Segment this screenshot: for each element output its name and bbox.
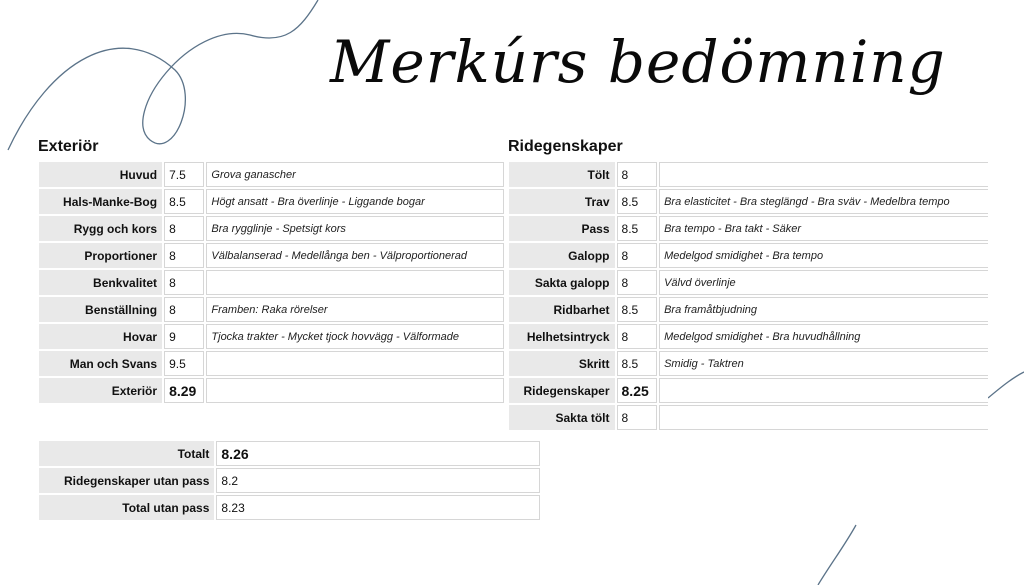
table-row — [39, 468, 540, 493]
table-row — [39, 324, 504, 349]
row-value: 8 — [617, 243, 658, 268]
row-comment: Bra elasticitet - Bra steglängd - Bra sväv - Medelbra tempo — [659, 189, 988, 214]
row-label: Exteriör — [39, 378, 162, 403]
row-comment: Grova ganascher — [206, 162, 504, 187]
row-comment — [206, 378, 504, 403]
row-value: 8 — [164, 243, 204, 268]
row-value: 8 — [164, 297, 204, 322]
table-row-total — [509, 378, 988, 403]
table-row — [509, 297, 988, 322]
row-label: Man och Svans — [39, 351, 162, 376]
row-label: Hovar — [39, 324, 162, 349]
row-comment — [206, 270, 504, 295]
row-comment — [659, 378, 988, 403]
row-value: 8 — [164, 216, 204, 241]
row-label: Pass — [509, 216, 615, 241]
table-row — [509, 351, 988, 376]
ridegenskaper-score: 8.25 — [617, 378, 658, 403]
row-comment: Medelgod smidighet - Bra tempo — [659, 243, 988, 268]
row-value: 8.5 — [617, 351, 658, 376]
row-label: Total utan pass — [39, 495, 214, 520]
table-row-total — [39, 378, 504, 403]
table-row — [39, 189, 504, 214]
table-row — [509, 324, 988, 349]
row-label: Benställning — [39, 297, 162, 322]
total-score: 8.26 — [216, 441, 540, 466]
row-value: 8 — [617, 270, 658, 295]
row-value: 8.23 — [216, 495, 540, 520]
row-label: Ridbarhet — [509, 297, 615, 322]
exterior-heading: Exteriör — [38, 138, 99, 155]
row-value: 8 — [164, 270, 204, 295]
row-value: 8 — [617, 405, 658, 430]
row-comment: Högt ansatt - Bra överlinje - Liggande bogar — [206, 189, 504, 214]
row-value: 9.5 — [164, 351, 204, 376]
row-label: Proportioner — [39, 243, 162, 268]
table-row-total — [39, 441, 540, 466]
row-label: Huvud — [39, 162, 162, 187]
row-comment: Bra tempo - Bra takt - Säker — [659, 216, 988, 241]
totals-table — [37, 439, 542, 522]
row-value: 8.5 — [617, 216, 658, 241]
ridegenskaper-table-viewport — [507, 160, 988, 440]
row-value: 7.5 — [164, 162, 204, 187]
page-title: Merkúrs bedömning — [330, 28, 946, 96]
row-comment: Välvd överlinje — [659, 270, 988, 295]
row-label: Skritt — [509, 351, 615, 376]
row-label: Galopp — [509, 243, 615, 268]
exterior-table — [37, 160, 506, 405]
table-row — [39, 270, 504, 295]
table-row — [509, 189, 988, 214]
row-value: 9 — [164, 324, 204, 349]
exterior-score: 8.29 — [164, 378, 204, 403]
table-row — [509, 162, 988, 187]
row-comment: Smidig - Taktren — [659, 351, 988, 376]
row-label: Rygg och kors — [39, 216, 162, 241]
row-label: Tölt — [509, 162, 615, 187]
row-label: Ridegenskaper utan pass — [39, 468, 214, 493]
row-label: Helhetsintryck — [509, 324, 615, 349]
row-comment: Bra framåtbjudning — [659, 297, 988, 322]
row-value: 8 — [617, 324, 658, 349]
row-comment — [659, 162, 988, 187]
row-comment — [659, 405, 988, 430]
table-row — [39, 297, 504, 322]
row-comment: Tjocka trakter - Mycket tjock hovvägg - Välformade — [206, 324, 504, 349]
row-comment — [206, 351, 504, 376]
table-row — [39, 351, 504, 376]
table-row — [39, 216, 504, 241]
table-row — [509, 270, 988, 295]
row-label: Trav — [509, 189, 615, 214]
table-row — [509, 405, 988, 430]
row-comment: Bra rygglinje - Spetsigt kors — [206, 216, 504, 241]
ridegenskaper-table — [507, 160, 988, 432]
table-row — [509, 216, 988, 241]
row-value: 8 — [617, 162, 658, 187]
row-label: Ridegenskaper — [509, 378, 615, 403]
row-comment: Framben: Raka rörelser — [206, 297, 504, 322]
row-label: Totalt — [39, 441, 214, 466]
row-value: 8.5 — [617, 189, 658, 214]
row-label: Sakta galopp — [509, 270, 615, 295]
table-row — [39, 243, 504, 268]
row-comment: Medelgod smidighet - Bra huvudhållning — [659, 324, 988, 349]
row-value: 8.2 — [216, 468, 540, 493]
table-row — [39, 162, 504, 187]
table-row — [39, 495, 540, 520]
row-value: 8.5 — [617, 297, 658, 322]
row-value: 8.5 — [164, 189, 204, 214]
row-label: Benkvalitet — [39, 270, 162, 295]
row-label: Sakta tölt — [509, 405, 615, 430]
ridegenskaper-heading: Ridegenskaper — [508, 138, 623, 155]
table-row — [509, 243, 988, 268]
row-label: Hals-Manke-Bog — [39, 189, 162, 214]
row-comment: Välbalanserad - Medellånga ben - Välproportionerad — [206, 243, 504, 268]
